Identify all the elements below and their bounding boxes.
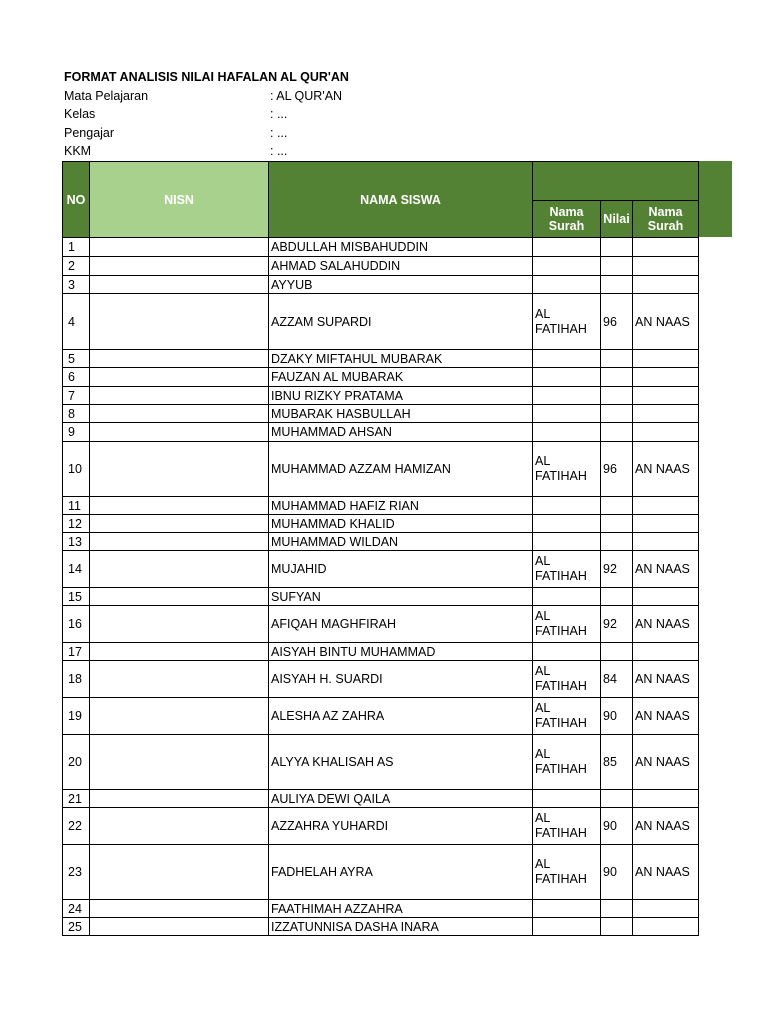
- column-header-no: NO: [63, 162, 90, 238]
- field-kkm: [64, 142, 349, 161]
- table-row: [63, 387, 699, 405]
- table-row: [63, 238, 699, 257]
- table-cell-nilai[interactable]: [601, 276, 633, 294]
- table-cell-nama-surah[interactable]: AL FATIHAH: [533, 661, 601, 698]
- column-group-header: [533, 162, 699, 201]
- field-label: Pengajar: [64, 125, 115, 140]
- table-cell-nama-surah-2[interactable]: AN NAAS: [633, 294, 699, 350]
- table-cell-nilai[interactable]: [601, 588, 633, 606]
- table-cell-nama-surah-2[interactable]: AN NAAS: [633, 698, 699, 735]
- table-cell-no[interactable]: 12: [63, 515, 90, 533]
- table-cell-nilai[interactable]: [601, 515, 633, 533]
- table-cell-nama-surah-2[interactable]: [633, 238, 699, 257]
- table-cell-nilai[interactable]: [601, 790, 633, 808]
- table-body: [63, 238, 699, 936]
- table-cell-no[interactable]: 10: [63, 442, 90, 497]
- table-cell-nama[interactable]: MUBARAK HASBULLAH: [269, 405, 533, 423]
- table-cell-nama-surah[interactable]: [533, 790, 601, 808]
- table-cell-no[interactable]: 11: [63, 497, 90, 515]
- table-cell-nilai[interactable]: [601, 368, 633, 387]
- table-cell-nilai[interactable]: [601, 238, 633, 257]
- document-title: FORMAT ANALISIS NILAI HAFALAN AL QUR'AN: [64, 70, 349, 84]
- table-cell-nisn[interactable]: [90, 606, 269, 643]
- table-cell-nama-surah-2[interactable]: [633, 790, 699, 808]
- table-cell-nisn[interactable]: [90, 661, 269, 698]
- column-header-nama-siswa: NAMA SISWA: [269, 162, 533, 238]
- table-cell-nilai[interactable]: 96: [601, 442, 633, 497]
- field-value[interactable]: : AL QUR'AN: [270, 88, 343, 103]
- table-cell-nama[interactable]: FAATHIMAH AZZAHRA: [269, 900, 533, 918]
- table-cell-nisn[interactable]: [90, 442, 269, 497]
- table-cell-nama-surah-2[interactable]: [633, 276, 699, 294]
- field-mata-pelajaran: [64, 87, 349, 106]
- field-value[interactable]: : ...: [270, 125, 288, 140]
- table-row: [63, 515, 699, 533]
- table-cell-nilai[interactable]: 85: [601, 735, 633, 790]
- table-cell-nama-surah-2[interactable]: AN NAAS: [633, 735, 699, 790]
- table-row: [63, 442, 699, 497]
- table-cell-no[interactable]: 17: [63, 643, 90, 661]
- table-cell-nisn[interactable]: [90, 735, 269, 790]
- table-cell-nama[interactable]: IZZATUNNISA DASHA INARA: [269, 918, 533, 936]
- table-cell-no[interactable]: 6: [63, 368, 90, 387]
- field-kelas: [64, 105, 349, 124]
- table-cell-nama[interactable]: ALESHA AZ ZAHRA: [269, 698, 533, 735]
- table-cell-nama-surah-2[interactable]: AN NAAS: [633, 845, 699, 900]
- table-row: [63, 845, 699, 900]
- table-row: [63, 368, 699, 387]
- table-cell-nama[interactable]: AHMAD SALAHUDDIN: [269, 257, 533, 276]
- table-cell-no[interactable]: 18: [63, 661, 90, 698]
- table-cell-nama-surah[interactable]: [533, 918, 601, 936]
- table-cell-nisn[interactable]: [90, 918, 269, 936]
- table-cell-nama-surah-2[interactable]: AN NAAS: [633, 661, 699, 698]
- table-cell-nama-surah[interactable]: [533, 423, 601, 442]
- table-cell-nama-surah[interactable]: [533, 588, 601, 606]
- table-cell-nama-surah-2[interactable]: [633, 405, 699, 423]
- table-row: [63, 900, 699, 918]
- table-cell-no[interactable]: 23: [63, 845, 90, 900]
- table-cell-nilai[interactable]: 96: [601, 294, 633, 350]
- table-cell-nisn[interactable]: [90, 551, 269, 588]
- table-cell-nama-surah[interactable]: [533, 238, 601, 257]
- table-row: [63, 551, 699, 588]
- table-cell-nisn[interactable]: [90, 497, 269, 515]
- table-cell-nama[interactable]: IBNU RIZKY PRATAMA: [269, 387, 533, 405]
- table-cell-nisn[interactable]: [90, 845, 269, 900]
- table-cell-nilai[interactable]: [601, 533, 633, 551]
- column-header-nama-surah-2: Nama Surah: [633, 201, 699, 238]
- table-row: [63, 735, 699, 790]
- table-cell-nama[interactable]: AFIQAH MAGHFIRAH: [269, 606, 533, 643]
- table-cell-nisn[interactable]: [90, 698, 269, 735]
- table-cell-nama-surah-2[interactable]: [633, 350, 699, 368]
- table-cell-nisn[interactable]: [90, 257, 269, 276]
- table-cell-nilai[interactable]: 92: [601, 606, 633, 643]
- field-value[interactable]: : ...: [270, 144, 288, 158]
- table-cell-nilai[interactable]: [601, 257, 633, 276]
- table-row: [63, 790, 699, 808]
- table-cell-nama-surah-2[interactable]: [633, 533, 699, 551]
- field-label: Kelas: [64, 107, 96, 121]
- table-cell-nama[interactable]: ALYYA KHALISAH AS: [269, 735, 533, 790]
- table-cell-nisn[interactable]: [90, 405, 269, 423]
- table-cell-nisn[interactable]: [90, 423, 269, 442]
- table-cell-nama-surah[interactable]: [533, 643, 601, 661]
- table-cell-nama[interactable]: DZAKY MIFTAHUL MUBARAK: [269, 350, 533, 368]
- table-cell-nama[interactable]: AYYUB: [269, 276, 533, 294]
- table-cell-nisn[interactable]: [90, 368, 269, 387]
- table-cell-nama-surah[interactable]: AL FATIHAH: [533, 606, 601, 643]
- table-row: [63, 257, 699, 276]
- field-value[interactable]: : ...: [270, 107, 288, 121]
- table-cell-nilai[interactable]: [601, 918, 633, 936]
- table-cell-nisn[interactable]: [90, 790, 269, 808]
- table-row: [63, 533, 699, 551]
- table-cell-nama[interactable]: FADHELAH AYRA: [269, 845, 533, 900]
- table-cell-nilai[interactable]: 92: [601, 551, 633, 588]
- table-row: [63, 497, 699, 515]
- table-cell-nama-surah-2[interactable]: [633, 423, 699, 442]
- table-cell-nama-surah-2[interactable]: AN NAAS: [633, 551, 699, 588]
- table-cell-no[interactable]: 14: [63, 551, 90, 588]
- table-cell-nama[interactable]: MUHAMMAD WILDAN: [269, 533, 533, 551]
- table-row: [63, 405, 699, 423]
- table-cell-nama-surah[interactable]: [533, 515, 601, 533]
- column-header-nama-surah: Nama Surah: [533, 201, 601, 238]
- table-cell-nama-surah[interactable]: [533, 387, 601, 405]
- table-cell-nama[interactable]: AISYAH H. SUARDI: [269, 661, 533, 698]
- table-cell-nama-surah[interactable]: [533, 497, 601, 515]
- table-cell-nama-surah[interactable]: AL FATIHAH: [533, 442, 601, 497]
- table-cell-nisn[interactable]: [90, 276, 269, 294]
- table-cell-nisn[interactable]: [90, 238, 269, 257]
- table-cell-nama-surah[interactable]: AL FATIHAH: [533, 294, 601, 350]
- table-row: [63, 588, 699, 606]
- table-cell-nama-surah-2[interactable]: [633, 257, 699, 276]
- table-cell-nama-surah[interactable]: [533, 368, 601, 387]
- table-cell-nama[interactable]: SUFYAN: [269, 588, 533, 606]
- field-label: Mata Pelajaran: [64, 88, 149, 103]
- table-cell-nisn[interactable]: [90, 350, 269, 368]
- table-cell-nama[interactable]: AZZAM SUPARDI: [269, 294, 533, 350]
- table-cell-nilai[interactable]: [601, 900, 633, 918]
- table-row: [63, 276, 699, 294]
- table-cell-nama-surah-2[interactable]: [633, 368, 699, 387]
- table-cell-no[interactable]: 16: [63, 606, 90, 643]
- table-cell-nisn[interactable]: [90, 808, 269, 845]
- table-cell-nama-surah-2[interactable]: AN NAAS: [633, 808, 699, 845]
- table-cell-no[interactable]: 4: [63, 294, 90, 350]
- table-row: [63, 643, 699, 661]
- table-cell-nama-surah-2[interactable]: [633, 588, 699, 606]
- table-cell-nama-surah[interactable]: AL FATIHAH: [533, 735, 601, 790]
- table-cell-nilai[interactable]: 84: [601, 661, 633, 698]
- table-cell-no[interactable]: 1: [63, 238, 90, 257]
- table-cell-nilai[interactable]: 90: [601, 845, 633, 900]
- table-cell-nisn[interactable]: [90, 643, 269, 661]
- table-cell-nisn[interactable]: [90, 588, 269, 606]
- table-cell-no[interactable]: 13: [63, 533, 90, 551]
- table-cell-no[interactable]: 15: [63, 588, 90, 606]
- table-cell-nama-surah-2[interactable]: [633, 900, 699, 918]
- table-cell-nama-surah[interactable]: [533, 533, 601, 551]
- table-cell-nama-surah[interactable]: [533, 257, 601, 276]
- table-cell-nilai[interactable]: [601, 405, 633, 423]
- student-score-table: [62, 161, 699, 936]
- field-pengajar: [64, 124, 349, 143]
- table-cell-nama-surah[interactable]: AL FATIHAH: [533, 845, 601, 900]
- table-cell-nisn[interactable]: [90, 533, 269, 551]
- table-row: [63, 350, 699, 368]
- column-header-nisn: NISN: [90, 162, 269, 238]
- table-cell-nama[interactable]: ABDULLAH MISBAHUDDIN: [269, 238, 533, 257]
- table-row: [63, 606, 699, 643]
- table-cell-no[interactable]: 2: [63, 257, 90, 276]
- table-cell-no[interactable]: 20: [63, 735, 90, 790]
- table-cell-nama-surah-2[interactable]: AN NAAS: [633, 606, 699, 643]
- table-cell-no[interactable]: 8: [63, 405, 90, 423]
- table-cell-nilai[interactable]: 90: [601, 698, 633, 735]
- table-row: [63, 423, 699, 442]
- table-cell-nama-surah-2[interactable]: [633, 497, 699, 515]
- table-cell-nama-surah-2[interactable]: [633, 918, 699, 936]
- table-cell-nilai[interactable]: [601, 423, 633, 442]
- table-cell-nisn[interactable]: [90, 515, 269, 533]
- table-cell-nama-surah[interactable]: AL FATIHAH: [533, 698, 601, 735]
- table-cell-nama-surah[interactable]: AL FATIHAH: [533, 551, 601, 588]
- table-cell-nama[interactable]: AULIYA DEWI QAILA: [269, 790, 533, 808]
- table-row: [63, 918, 699, 936]
- table-cell-nama[interactable]: AZZAHRA YUHARDI: [269, 808, 533, 845]
- table-cell-nisn[interactable]: [90, 900, 269, 918]
- table-cell-no[interactable]: 25: [63, 918, 90, 936]
- document-header: [64, 68, 349, 161]
- table-cell-no[interactable]: 22: [63, 808, 90, 845]
- table-cell-no[interactable]: 19: [63, 698, 90, 735]
- table-cell-no[interactable]: 24: [63, 900, 90, 918]
- table-cell-nama-surah-2[interactable]: AN NAAS: [633, 442, 699, 497]
- table-cell-nama-surah[interactable]: [533, 900, 601, 918]
- table-cell-nama[interactable]: MUJAHID: [269, 551, 533, 588]
- table-cell-no[interactable]: 21: [63, 790, 90, 808]
- table-cell-no[interactable]: 3: [63, 276, 90, 294]
- table-cell-nilai[interactable]: [601, 387, 633, 405]
- table-cell-nama[interactable]: MUHAMMAD AHSAN: [269, 423, 533, 442]
- table-cell-nama[interactable]: MUHAMMAD AZZAM HAMIZAN: [269, 442, 533, 497]
- table-cell-nilai[interactable]: [601, 497, 633, 515]
- table-row: [63, 808, 699, 845]
- column-header-nilai: Nilai: [601, 201, 633, 238]
- table-cell-nama[interactable]: FAUZAN AL MUBARAK: [269, 368, 533, 387]
- header-fill-extension: [698, 161, 732, 237]
- table-cell-nilai[interactable]: [601, 643, 633, 661]
- table-cell-no[interactable]: 9: [63, 423, 90, 442]
- table-cell-nama[interactable]: MUHAMMAD KHALID: [269, 515, 533, 533]
- table-cell-nama-surah-2[interactable]: [633, 643, 699, 661]
- table-cell-nama[interactable]: AISYAH BINTU MUHAMMAD: [269, 643, 533, 661]
- table-cell-no[interactable]: 7: [63, 387, 90, 405]
- table-row: [63, 294, 699, 350]
- field-label: KKM: [64, 144, 92, 158]
- table-cell-nisn[interactable]: [90, 294, 269, 350]
- table-cell-nama-surah[interactable]: [533, 276, 601, 294]
- table-row: [63, 661, 699, 698]
- table-cell-nama-surah[interactable]: [533, 405, 601, 423]
- table-cell-nilai[interactable]: [601, 350, 633, 368]
- table-cell-nama[interactable]: MUHAMMAD HAFIZ RIAN: [269, 497, 533, 515]
- table-cell-no[interactable]: 5: [63, 350, 90, 368]
- table-cell-nama-surah[interactable]: AL FATIHAH: [533, 808, 601, 845]
- table-row: [63, 698, 699, 735]
- table-cell-nama-surah-2[interactable]: [633, 387, 699, 405]
- table-cell-nilai[interactable]: 90: [601, 808, 633, 845]
- table-cell-nama-surah[interactable]: [533, 350, 601, 368]
- table-cell-nisn[interactable]: [90, 387, 269, 405]
- table-cell-nama-surah-2[interactable]: [633, 515, 699, 533]
